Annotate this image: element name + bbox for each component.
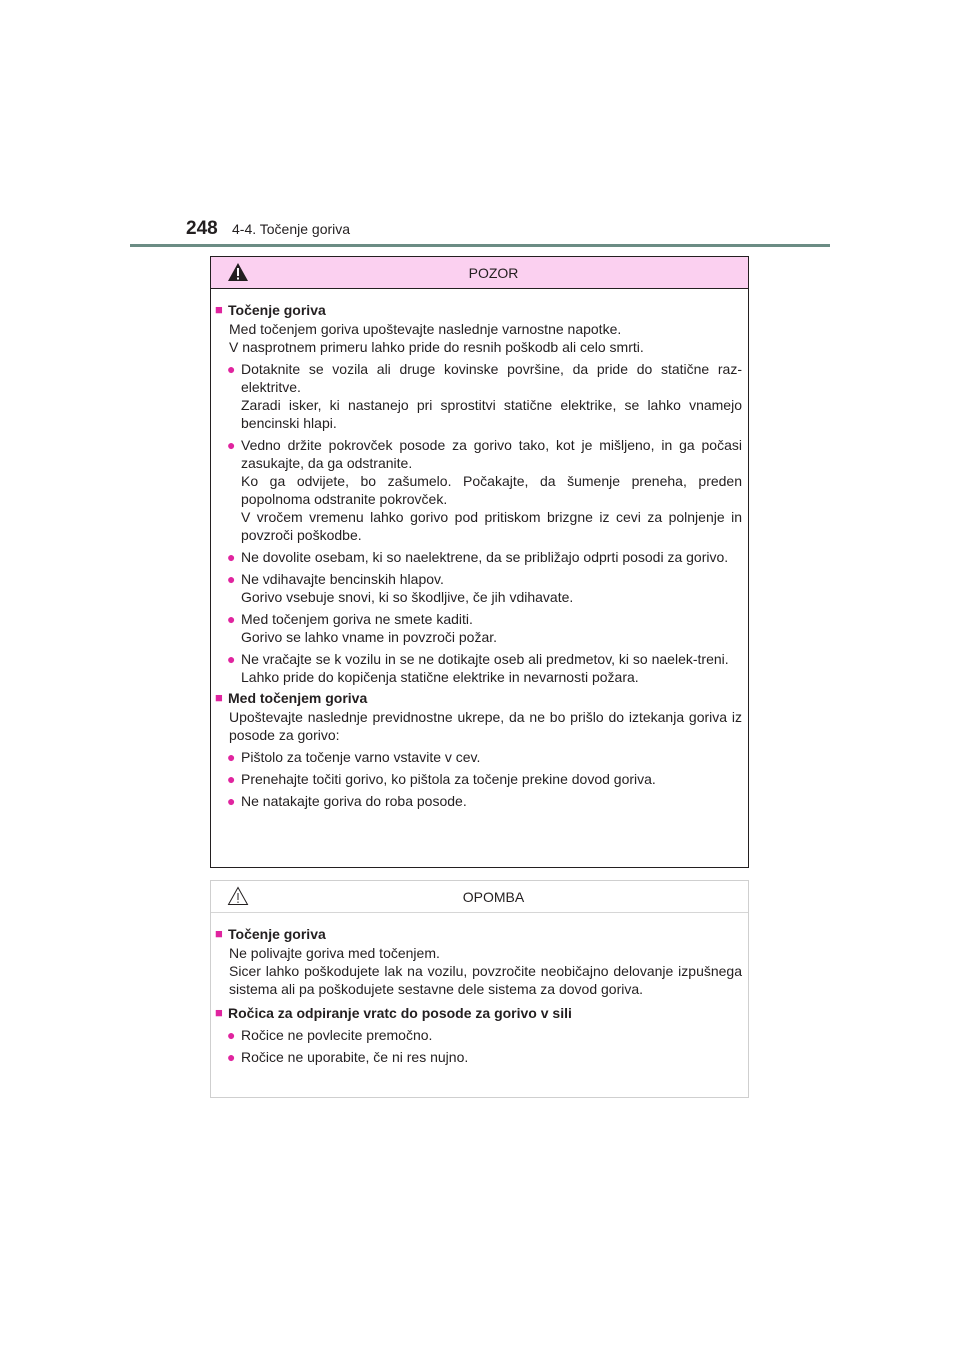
section-intro (229, 320, 742, 356)
intro-line: Med točenjem goriva upoštevajte naslednje varnostne napotke. (229, 321, 622, 337)
section-heading (215, 689, 742, 707)
section-heading-text: Ročica za odpiranje vratc do posode za gorivo v sili (228, 1005, 572, 1021)
list-item (215, 570, 742, 606)
section-heading (215, 925, 742, 943)
warning-triangle-icon (227, 262, 249, 282)
warning-label: POZOR (468, 264, 519, 281)
square-marker-icon: ■ (215, 1005, 223, 1020)
header-rule (130, 244, 830, 247)
item-line: V vročem vremenu lahko gorivo pod pritiskom brizgne iz cevi za polnjenje in povzroči poškodbe. (241, 509, 742, 543)
intro-line: V nasprotnem primeru lahko pride do resnih poškodb ali celo smrti. (229, 339, 644, 355)
item-line: Gorivo se lahko vname in povzroči požar. (241, 629, 498, 645)
square-marker-icon: ■ (215, 690, 223, 705)
item-line: Ne vdihavajte bencinskih hlapov. (241, 571, 444, 587)
notice-label: OPOMBA (462, 888, 525, 905)
bullet-icon: ● (227, 771, 236, 787)
bullet-icon: ● (227, 1049, 236, 1065)
list-item (215, 748, 742, 766)
list-item (215, 1048, 742, 1066)
intro-line: Ne polivajte goriva med točenjem. (229, 945, 440, 961)
section-title: 4-4. Točenje goriva (232, 221, 351, 237)
notice-box (210, 880, 749, 1098)
intro-line: Sicer lahko poškodujete lak na vozilu, povzročite neobičajno delovanje izpušnega sistema ali pa poškodujete sestavne dele sistema za dovod goriva. (229, 963, 742, 997)
item-line: Dotaknite se vozila ali druge kovinske površine, da pride do statične raz-elektritve. (241, 361, 742, 395)
bullet-icon: ● (227, 549, 236, 565)
item-line: Ne vračajte se k vozilu in se ne dotikajte oseb ali predmetov, ki so naelek-treni. (241, 651, 729, 667)
list-item (215, 360, 742, 432)
section-heading-text: Točenje goriva (228, 302, 326, 318)
item-line: Prenehajte točiti gorivo, ko pištola za točenje prekine dovod goriva. (241, 771, 656, 787)
notice-header (211, 881, 748, 913)
bullet-icon: ● (227, 793, 236, 809)
warning-box (210, 256, 749, 868)
list-item (215, 770, 742, 788)
bullet-icon: ● (227, 749, 236, 765)
list-item (215, 610, 742, 646)
list-item (215, 792, 742, 810)
item-line: Ne natakajte goriva do roba posode. (241, 793, 467, 809)
list-item (215, 436, 742, 544)
notice-triangle-icon (227, 886, 249, 906)
bullet-icon: ● (227, 651, 236, 667)
item-line: Pištolo za točenje varno vstavite v cev. (241, 749, 481, 765)
item-line: Ko ga odvijete, bo zašumelo. Počakajte, da šumenje preneha, preden popolnoma odstranite pokrovček. (241, 473, 742, 507)
section-heading-text: Med točenjem goriva (228, 690, 368, 706)
section-intro (229, 944, 742, 998)
bullet-icon: ● (227, 1027, 236, 1043)
square-marker-icon: ■ (215, 926, 223, 941)
section-heading (215, 1004, 742, 1022)
bullet-icon: ● (227, 571, 236, 587)
section-heading (215, 301, 742, 319)
list-item (215, 1026, 742, 1044)
section-intro (229, 708, 742, 744)
list-item (215, 650, 742, 686)
bullet-icon: ● (227, 361, 236, 377)
item-line: Zaradi isker, ki nastanejo pri sprostitvi statične elektrike, se lahko vnamejo bencinski hlapi. (241, 397, 742, 431)
page-number: 248 (186, 218, 218, 239)
warning-header (211, 257, 748, 289)
section-heading-text: Točenje goriva (228, 926, 326, 942)
list-item (215, 548, 742, 566)
bullet-icon: ● (227, 437, 236, 453)
bullet-icon: ● (227, 611, 236, 627)
square-marker-icon: ■ (215, 302, 223, 317)
intro-line: Upoštevajte naslednje previdnostne ukrepe, da ne bo prišlo do iztekanja goriva iz posode za gorivo: (229, 709, 742, 743)
item-line: Vedno držite pokrovček posode za gorivo tako, kot je mišljeno, in ga počasi zasukajte, da ga odstranite. (241, 437, 742, 471)
item-line: Gorivo vsebuje snovi, ki so škodljive, če jih vdihavate. (241, 589, 574, 605)
item-line: Med točenjem goriva ne smete kaditi. (241, 611, 473, 627)
item-line: Ne dovolite osebam, ki so naelektrene, da se približajo odprti posodi za gorivo. (241, 549, 729, 565)
item-line: Ročice ne povlecite premočno. (241, 1027, 433, 1043)
item-line: Ročice ne uporabite, če ni res nujno. (241, 1049, 469, 1065)
item-line: Lahko pride do kopičenja statične elektrike in nevarnosti požara. (241, 669, 639, 685)
